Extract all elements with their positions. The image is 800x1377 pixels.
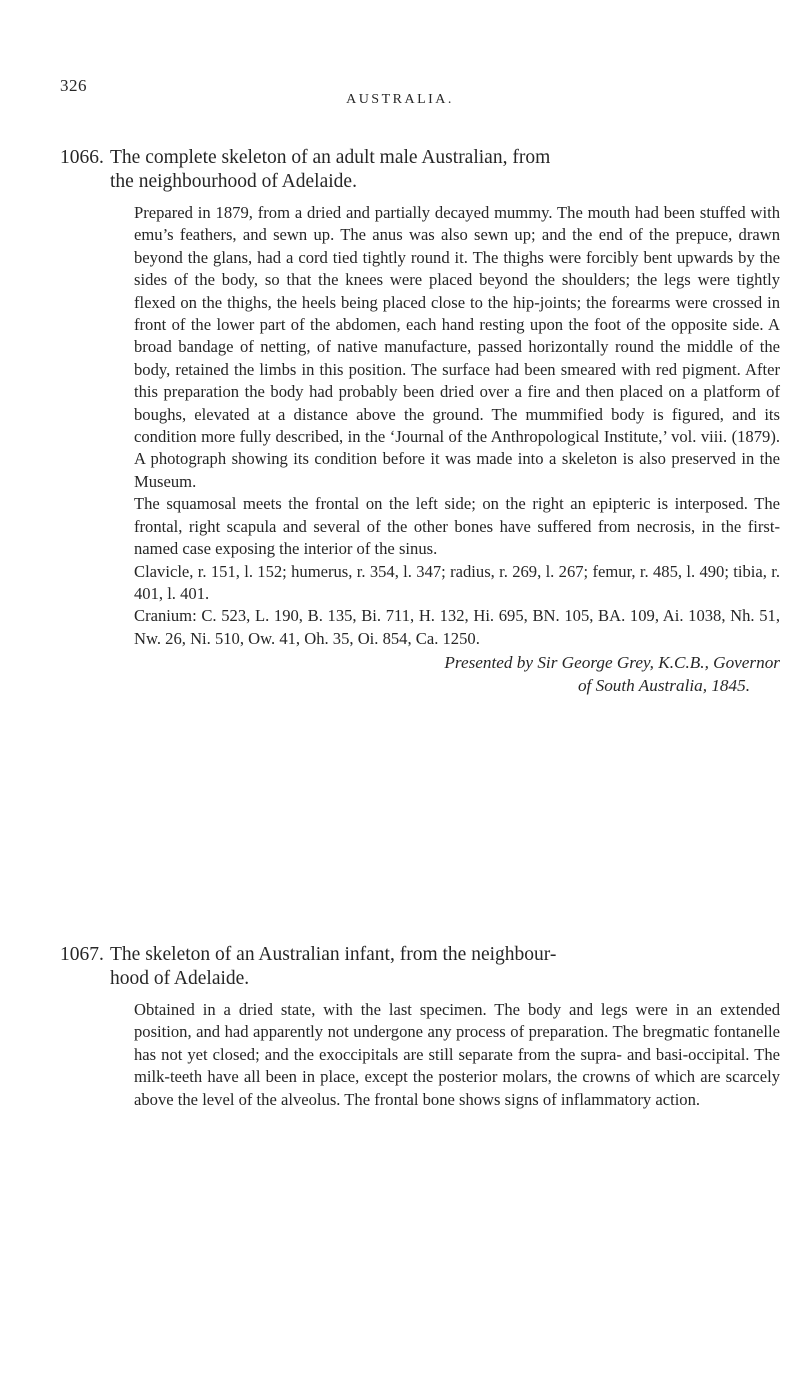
measurements-paragraph: Clavicle, r. 151, l. 152; humerus, r. 354, l. 347; radius, r. 269, l. 267; femur, r. 485, l. 490; tibia, r. 401, l. 401. [134, 561, 780, 603]
presentation-credit [60, 652, 780, 697]
squamosal-paragraph: The squamosal meets the frontal on the left side; on the right an epipteric is interposed. The frontal, right scapula and several of the other bones have suffered from necrosis, in the first-named case exposing the interior of the sinus. [134, 494, 780, 559]
entry-heading-line-1: The skeleton of an Australian infant, from the neighbour- [110, 944, 557, 965]
entry-number: 1066. [60, 147, 104, 168]
page-number: 326 [60, 76, 87, 95]
obtained-paragraph: Obtained in a dried state, with the last specimen. The body and legs were in an extended position, and had apparently not undergone any process of preparation. The bregmatic fontanelle has not yet closed; and the exoccipitals are still separate from the supra- and basi-occipital. The milk-teeth have all been in place, except the posterior molars, the crowns of which are scarcely above the level of the alveolus. The frontal bone shows signs of inflammatory action. [134, 1000, 780, 1109]
entry-heading-line-1: The complete skeleton of an adult male Australian, from [110, 147, 551, 168]
entry-heading [60, 146, 780, 194]
cranium-paragraph: Cranium: C. 523, L. 190, B. 135, Bi. 711, H. 132, Hi. 695, BN. 105, BA. 109, Ai. 1038, Nh. 51, Nw. 26, Ni. 510, Ow. 41, Oh. 35, Oi. 854, Ca. 1250. [134, 606, 780, 648]
preparation-paragraph: Prepared in 1879, from a dried and partially decayed mummy. The mouth had been stuffed with emu’s feathers, and sewn up. The anus was also sewn up; and the end of the prepuce, drawn beyond the glans, had a cord tied tightly round it. The thighs were forcibly bent upwards by the sides of the body, so that the knees were placed beyond the shoulders; the legs were tightly flexed on the thighs, the heels being placed close to the hip-joints; the forearms were crossed in front of the lower part of the abdomen, each hand resting upon the foot of the opposite side. A broad bandage of netting, of native manufacture, passed horizontally round the middle of the body, retained the limbs in this position. The surface had been smeared with red pigment. After this preparation the body had probably been dried over a fire and then placed on a platform of boughs, elevated at a distance above the ground. The mummified body is figured, and its condition more fully described, in the ‘Journal of the Anthropological Institute,’ vol. viii. (1879). A photograph showing its condition before it was made into a skeleton is also preserved in the Museum. [134, 203, 780, 491]
catalogue-entry-1067 [60, 943, 780, 1111]
presentation-credit-line-1: Presented by Sir George Grey, K.C.B., Governor [444, 653, 780, 673]
entry-heading-line-2: hood of Adelaide. [110, 968, 250, 989]
catalogue-entry-1066 [60, 146, 780, 697]
presentation-credit-line-2: of South Australia, 1845. [577, 675, 750, 695]
running-title: AUSTRALIA. [346, 92, 454, 107]
entry-number: 1067. [60, 944, 104, 965]
entry-heading [60, 943, 780, 991]
entry-heading-line-2: the neighbourhood of Adelaide. [110, 171, 357, 192]
